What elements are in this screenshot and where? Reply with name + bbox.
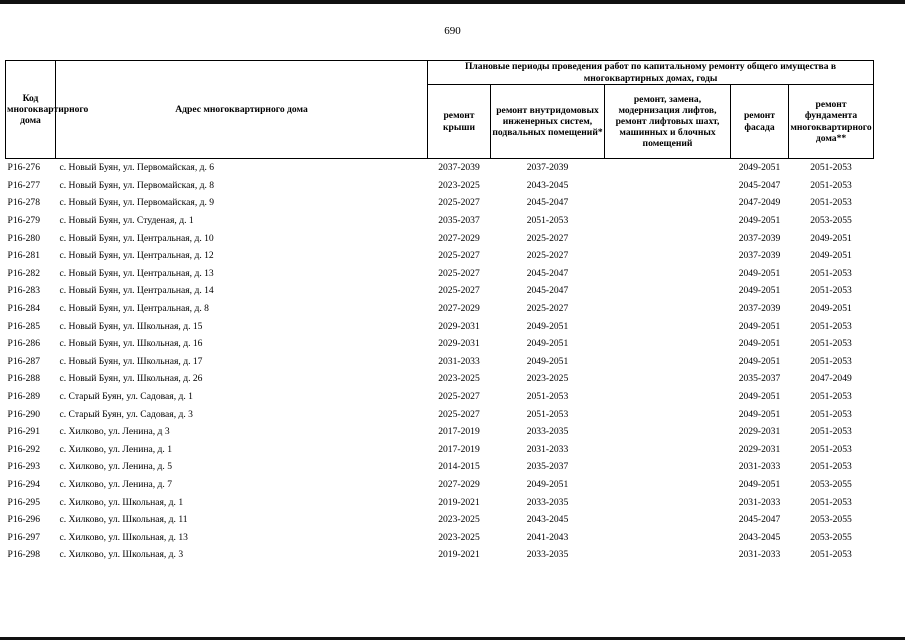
cell-foundation: 2053-2055 — [810, 215, 852, 227]
cell-address: с. Новый Буян, ул. Школьная, д. 15 — [59, 320, 203, 332]
table-row — [6, 335, 874, 353]
cell-elevators — [605, 194, 731, 212]
cell-address: с. Новый Буян, ул. Студеная, д. 1 — [59, 215, 194, 227]
cell-systems: 2045-2047 — [526, 197, 569, 209]
cell-roof: 2037-2039 — [438, 162, 480, 174]
cell-systems: 2033-2035 — [526, 426, 569, 438]
cell-systems: 2033-2035 — [526, 496, 569, 508]
cell-foundation: 2051-2053 — [810, 197, 852, 209]
cell-address: с. Хилково, ул. Ленина, д 3 — [59, 426, 170, 438]
table-row — [6, 353, 874, 371]
cell-roof: 2025-2027 — [438, 197, 480, 209]
cell-foundation: 2053-2055 — [810, 531, 852, 543]
cell-code: Р16-287 — [7, 355, 41, 367]
cell-elevators — [605, 247, 731, 265]
cell-systems: 2023-2025 — [526, 373, 569, 385]
cell-systems: 2049-2051 — [526, 320, 569, 332]
cell-code: Р16-285 — [7, 320, 41, 332]
cell-code: Р16-295 — [7, 496, 41, 508]
cell-foundation: 2049-2051 — [810, 303, 852, 315]
header-facade: ремонт фасада — [731, 85, 789, 159]
cell-systems: 2045-2047 — [526, 267, 569, 279]
table-row — [6, 511, 874, 529]
cell-code: Р16-276 — [7, 162, 41, 174]
cell-address: с. Хилково, ул. Ленина, д. 1 — [59, 443, 173, 455]
cell-foundation: 2051-2053 — [810, 496, 852, 508]
cell-code: Р16-288 — [7, 373, 41, 385]
header-code: Код многоквартирного дома — [6, 61, 56, 159]
cell-elevators — [605, 317, 731, 335]
header-elevators: ремонт, замена, модернизация лифтов, ремонт лифтовых шахт, машинных и блочных помещений — [605, 85, 731, 159]
cell-systems: 2043-2045 — [526, 179, 569, 191]
cell-address: с. Новый Буян, ул. Школьная, д. 26 — [59, 373, 203, 385]
cell-systems: 2025-2027 — [526, 303, 569, 315]
cell-roof: 2035-2037 — [438, 215, 480, 227]
table-row — [6, 194, 874, 212]
cell-foundation: 2053-2055 — [810, 478, 852, 490]
cell-elevators — [605, 300, 731, 318]
cell-roof: 2019-2021 — [438, 496, 480, 508]
cell-elevators — [605, 546, 731, 564]
top-rule — [0, 0, 905, 4]
cell-facade: 2037-2039 — [738, 232, 781, 244]
cell-systems: 2049-2051 — [526, 338, 569, 350]
cell-foundation: 2051-2053 — [810, 391, 852, 402]
cell-code: Р16-293 — [7, 461, 41, 473]
cell-code: Р16-298 — [7, 549, 41, 561]
cell-systems: 2025-2027 — [526, 232, 569, 244]
cell-facade: 2049-2051 — [738, 355, 781, 367]
cell-roof: 2023-2025 — [438, 531, 480, 543]
table-row — [6, 458, 874, 476]
cell-facade: 2049-2051 — [738, 478, 781, 490]
cell-foundation: 2051-2053 — [810, 549, 852, 561]
cell-elevators — [605, 458, 731, 476]
cell-roof: 2023-2025 — [438, 179, 480, 191]
header-address: Адрес многоквартирного дома — [56, 61, 428, 159]
table-row — [6, 265, 874, 283]
cell-elevators — [605, 370, 731, 388]
table-row — [6, 528, 874, 546]
table-row — [6, 300, 874, 318]
cell-elevators — [605, 511, 731, 529]
table-row — [6, 177, 874, 195]
cell-elevators — [605, 177, 731, 195]
table-row — [6, 423, 874, 441]
cell-foundation: 2051-2053 — [810, 426, 852, 438]
cell-address: с. Новый Буян, ул. Школьная, д. 16 — [59, 338, 203, 350]
cell-roof: 2031-2033 — [438, 355, 480, 367]
cell-facade: 2047-2049 — [738, 197, 781, 209]
cell-code: Р16-286 — [7, 338, 41, 350]
table-row — [6, 441, 874, 459]
cell-address: с. Новый Буян, ул. Центральная, д. 13 — [59, 267, 214, 279]
cell-facade: 2037-2039 — [738, 250, 781, 262]
cell-code: Р16-292 — [7, 443, 41, 455]
cell-facade: 2049-2051 — [738, 162, 781, 174]
cell-elevators — [605, 441, 731, 459]
table-row — [6, 317, 874, 335]
cell-systems: 2031-2033 — [526, 443, 569, 455]
cell-roof: 2025-2027 — [438, 250, 480, 262]
cell-elevators — [605, 212, 731, 230]
cell-elevators — [605, 229, 731, 247]
cell-systems: 2049-2051 — [526, 355, 569, 367]
table-row — [6, 493, 874, 511]
cell-roof: 2017-2019 — [438, 443, 480, 455]
cell-address: с. Хилково, ул. Ленина, д. 7 — [59, 478, 173, 490]
cell-roof: 2027-2029 — [438, 232, 480, 244]
cell-address: с. Хилково, ул. Школьная, д. 1 — [59, 496, 184, 508]
cell-address: с. Новый Буян, ул. Центральная, д. 12 — [59, 250, 214, 262]
table-body — [6, 159, 874, 564]
cell-facade: 2049-2051 — [738, 391, 781, 402]
cell-roof: 2027-2029 — [438, 478, 480, 490]
cell-elevators — [605, 282, 731, 300]
cell-address: с. Хилково, ул. Школьная, д. 3 — [59, 549, 184, 561]
cell-foundation: 2051-2053 — [810, 285, 852, 297]
cell-address: с. Старый Буян, ул. Садовая, д. 1 — [59, 391, 193, 402]
cell-code: Р16-291 — [7, 426, 41, 438]
cell-foundation: 2049-2051 — [810, 250, 852, 262]
cell-foundation: 2051-2053 — [810, 443, 852, 455]
cell-roof: 2025-2027 — [438, 267, 480, 279]
cell-code: Р16-296 — [7, 514, 41, 526]
cell-facade: 2029-2031 — [738, 426, 781, 438]
cell-facade: 2029-2031 — [738, 443, 781, 455]
cell-code: Р16-290 — [7, 408, 41, 420]
cell-elevators — [605, 476, 731, 494]
cell-roof: 2014-2015 — [438, 461, 480, 473]
cell-elevators — [605, 159, 731, 177]
table-row — [6, 247, 874, 265]
cell-code: Р16-279 — [7, 215, 41, 227]
cell-elevators — [605, 265, 731, 283]
cell-roof: 2019-2021 — [438, 549, 480, 561]
cell-foundation: 2051-2053 — [810, 408, 852, 420]
cell-code: Р16-297 — [7, 531, 41, 543]
cell-roof: 2025-2027 — [438, 408, 480, 420]
cell-elevators — [605, 405, 731, 423]
cell-code: Р16-281 — [7, 250, 41, 262]
cell-elevators — [605, 335, 731, 353]
cell-roof: 2029-2031 — [438, 338, 480, 350]
cell-address: с. Новый Буян, ул. Первомайская, д. 8 — [59, 179, 215, 191]
cell-address: с. Новый Буян, ул. Центральная, д. 10 — [59, 232, 214, 244]
cell-foundation: 2049-2051 — [810, 232, 852, 244]
table-row — [6, 476, 874, 494]
table-row — [6, 388, 874, 406]
cell-foundation: 2051-2053 — [810, 179, 852, 191]
cell-roof: 2027-2029 — [438, 303, 480, 315]
cell-systems: 2037-2039 — [526, 162, 569, 174]
cell-roof: 2017-2019 — [438, 426, 480, 438]
cell-elevators — [605, 423, 731, 441]
cell-facade: 2049-2051 — [738, 320, 781, 332]
cell-foundation: 2051-2053 — [810, 355, 852, 367]
cell-systems: 2051-2053 — [526, 215, 569, 227]
table-row — [6, 405, 874, 423]
cell-roof: 2025-2027 — [438, 285, 480, 297]
cell-code: Р16-280 — [7, 232, 41, 244]
page-number: 690 — [444, 25, 461, 37]
cell-systems: 2033-2035 — [526, 549, 569, 561]
cell-facade: 2049-2051 — [738, 267, 781, 279]
cell-facade: 2031-2033 — [738, 461, 781, 473]
cell-systems: 2045-2047 — [526, 285, 569, 297]
cell-facade: 2049-2051 — [738, 215, 781, 227]
cell-systems: 2043-2045 — [526, 514, 569, 526]
cell-code: Р16-283 — [7, 285, 41, 297]
table-row — [6, 159, 874, 177]
cell-facade: 2043-2045 — [738, 531, 781, 543]
cell-foundation: 2047-2049 — [810, 373, 852, 385]
cell-facade: 2031-2033 — [738, 549, 781, 561]
capital-repair-schedule-table — [5, 60, 874, 564]
cell-code: Р16-294 — [7, 478, 41, 490]
cell-systems: 2049-2051 — [526, 478, 569, 490]
cell-facade: 2045-2047 — [738, 179, 781, 191]
cell-address: с. Новый Буян, ул. Первомайская, д. 9 — [59, 197, 215, 209]
cell-foundation: 2051-2053 — [810, 461, 852, 473]
cell-roof: 2023-2025 — [438, 514, 480, 526]
cell-facade: 2049-2051 — [738, 408, 781, 420]
cell-roof: 2023-2025 — [438, 373, 480, 385]
cell-facade: 2045-2047 — [738, 514, 781, 526]
cell-facade: 2031-2033 — [738, 496, 781, 508]
cell-code: Р16-282 — [7, 267, 41, 279]
cell-facade: 2037-2039 — [738, 303, 781, 315]
cell-address: с. Старый Буян, ул. Садовая, д. 3 — [59, 408, 193, 420]
cell-address: с. Новый Буян, ул. Центральная, д. 14 — [59, 285, 214, 297]
cell-systems: 2051-2053 — [526, 391, 569, 402]
cell-elevators — [605, 493, 731, 511]
cell-elevators — [605, 528, 731, 546]
cell-code: Р16-289 — [7, 391, 41, 402]
cell-facade: 2049-2051 — [738, 338, 781, 350]
cell-facade: 2049-2051 — [738, 285, 781, 297]
header-foundation: ремонт фундамента многоквартирного дома** — [789, 85, 874, 159]
cell-code: Р16-278 — [7, 197, 41, 209]
cell-roof: 2029-2031 — [438, 320, 480, 332]
table-row — [6, 282, 874, 300]
cell-foundation: 2053-2055 — [810, 514, 852, 526]
cell-address: с. Хилково, ул. Школьная, д. 11 — [59, 514, 188, 526]
table-row — [6, 212, 874, 230]
cell-elevators — [605, 353, 731, 371]
cell-elevators — [605, 388, 731, 406]
cell-foundation: 2051-2053 — [810, 267, 852, 279]
cell-systems: 2035-2037 — [526, 461, 569, 473]
cell-foundation: 2051-2053 — [810, 338, 852, 350]
cell-foundation: 2051-2053 — [810, 320, 852, 332]
header-systems: ремонт внутридомовых инженерных систем, подвальных помещений* — [491, 85, 605, 159]
cell-address: с. Хилково, ул. Школьная, д. 13 — [59, 531, 188, 543]
cell-foundation: 2051-2053 — [810, 162, 852, 174]
header-roof: ремонт крыши — [428, 85, 491, 159]
cell-address: с. Хилково, ул. Ленина, д. 5 — [59, 461, 173, 473]
cell-address: с. Новый Буян, ул. Школьная, д. 17 — [59, 355, 203, 367]
cell-code: Р16-277 — [7, 179, 41, 191]
table-row — [6, 229, 874, 247]
header-planned-periods: Плановые периоды проведения работ по капитальному ремонту общего имущества в многоквартирных домах, годы — [428, 61, 874, 85]
cell-address: с. Новый Буян, ул. Центральная, д. 8 — [59, 303, 209, 315]
table-row — [6, 546, 874, 564]
cell-facade: 2035-2037 — [738, 373, 781, 385]
table-row — [6, 370, 874, 388]
cell-address: с. Новый Буян, ул. Первомайская, д. 6 — [59, 162, 215, 174]
cell-roof: 2025-2027 — [438, 391, 480, 402]
cell-systems: 2041-2043 — [526, 531, 569, 543]
cell-code: Р16-284 — [7, 303, 41, 315]
cell-systems: 2051-2053 — [526, 408, 569, 420]
cell-systems: 2025-2027 — [526, 250, 569, 262]
